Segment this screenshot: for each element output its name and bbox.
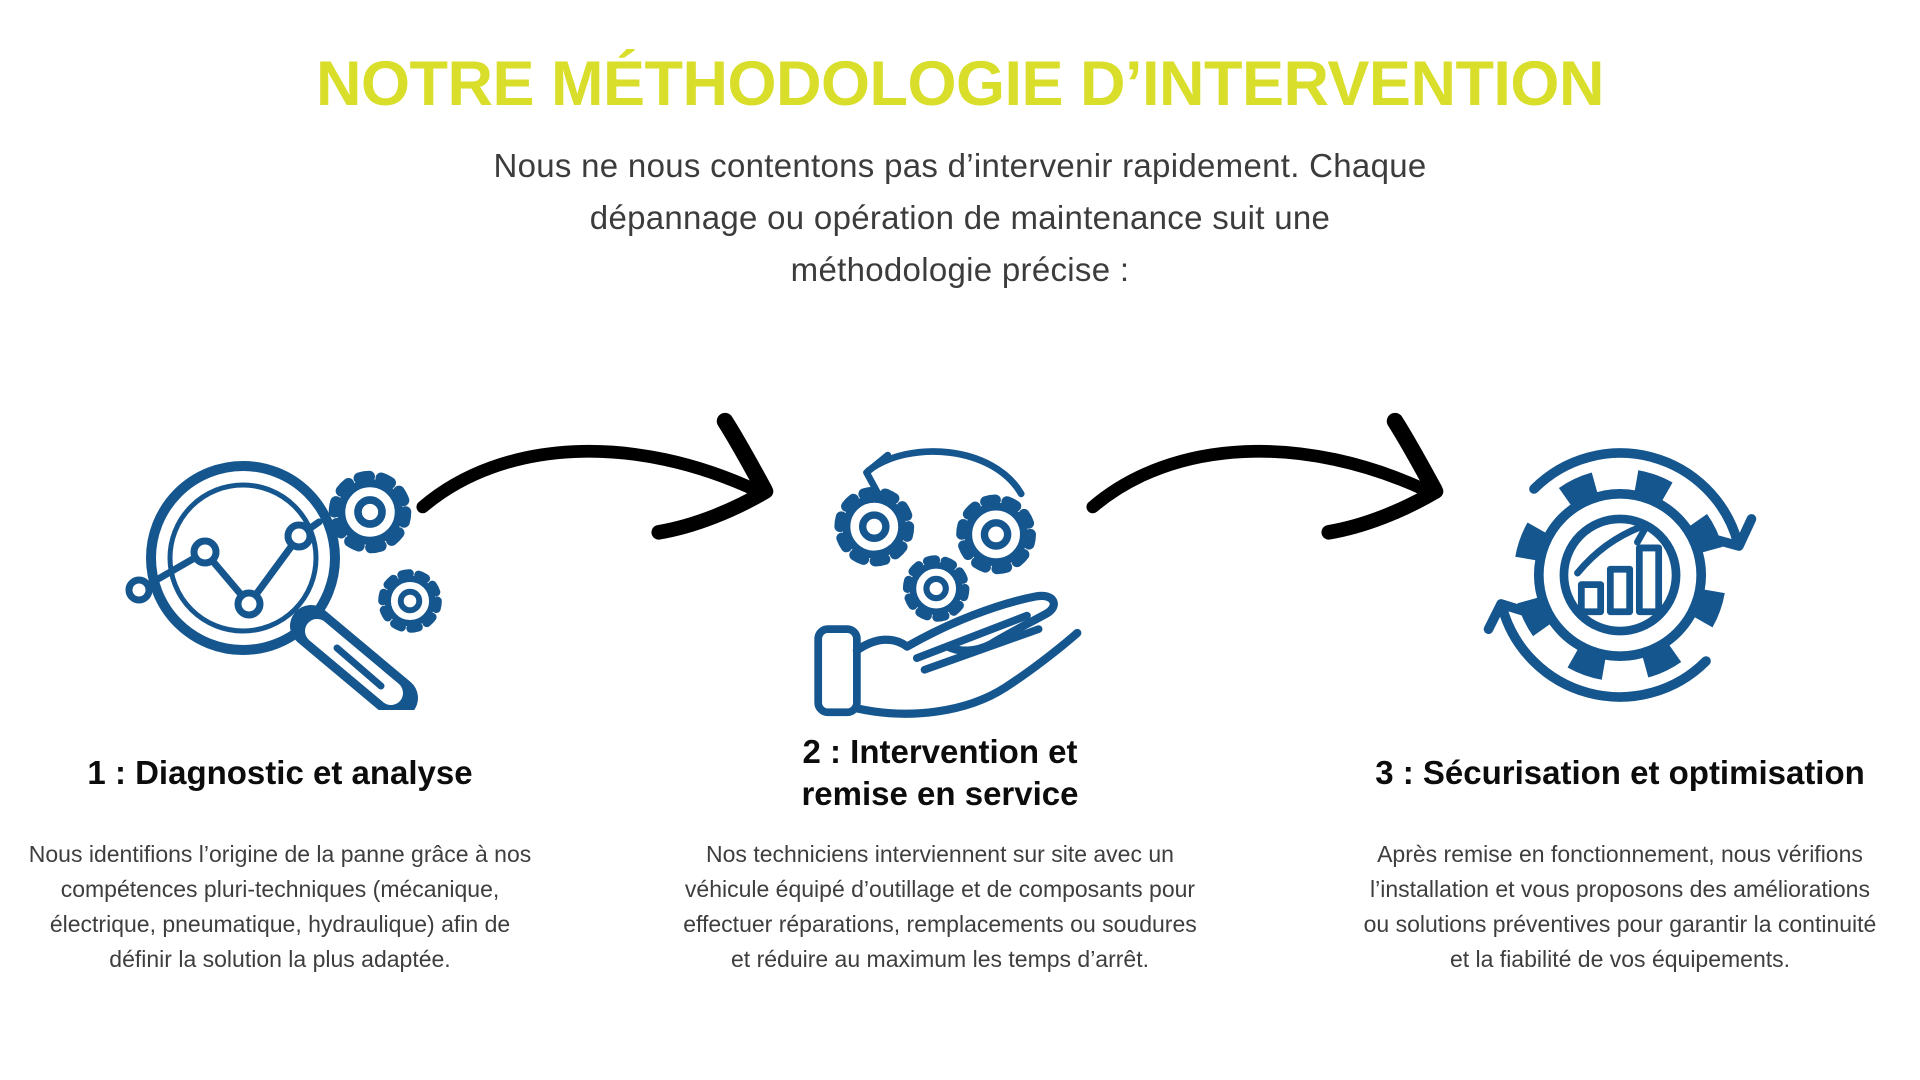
step-description-line: l’installation et vous proposons des améliorations: [1370, 876, 1870, 902]
step-icon-box: [115, 425, 445, 725]
intro-text-line: Nous ne nous contentons pas d’intervenir rapidement. Chaque: [493, 147, 1427, 184]
methodology-steps: [0, 425, 1920, 977]
intro-text: [0, 140, 1920, 296]
magnifier-analytics-icon: [115, 440, 445, 710]
step-securisation: [1320, 425, 1920, 977]
step-title-line: 1 : Diagnostic et analyse: [87, 754, 473, 791]
step-title-line: 3 : Sécurisation et optimisation: [1375, 754, 1865, 791]
step-icon-box: [1475, 425, 1765, 725]
step-description-line: ou solutions préventives pour garantir la continuité: [1363, 911, 1877, 937]
gear-cycle-chart-icon: [1475, 430, 1765, 720]
step-title-line: remise en service: [801, 775, 1079, 812]
step-description-line: électrique, pneumatique, hydraulique) afin de: [49, 911, 511, 937]
step-title: [1375, 725, 1865, 821]
step-description: [29, 837, 532, 977]
page-title: NOTRE MÉTHODOLOGIE D’INTERVENTION: [316, 49, 1604, 119]
intro-text-line: dépannage ou opération de maintenance suit une: [589, 199, 1331, 236]
step-diagnostic: [0, 425, 560, 977]
step-icon-box: [795, 425, 1085, 725]
step-description-line: compétences pluri-techniques (mécanique,: [60, 876, 500, 902]
step-description: [1364, 837, 1877, 977]
step-intervention: [620, 425, 1260, 977]
step-description-line: définir la solution la plus adaptée.: [109, 946, 451, 972]
step-title: [87, 725, 472, 821]
step-description-line: véhicule équipé d’outillage et de composants pour: [684, 876, 1196, 902]
step-description-line: Nos techniciens interviennent sur site avec un: [706, 841, 1174, 867]
step-description-line: Après remise en fonctionnement, nous vérifions: [1377, 841, 1863, 867]
step-description-line: effectuer réparations, remplacements ou soudures: [683, 911, 1197, 937]
step-title: [801, 725, 1078, 821]
intro-text-line: méthodologie précise :: [790, 251, 1130, 288]
step-description-line: et la fiabilité de vos équipements.: [1449, 946, 1791, 972]
step-description-line: et réduire au maximum les temps d’arrêt.: [731, 946, 1149, 972]
step-description: [683, 837, 1197, 977]
step-title-line: 2 : Intervention et: [802, 733, 1078, 770]
step-description-line: Nous identifions l’origine de la panne grâce à nos: [28, 841, 532, 867]
hand-gears-icon: [795, 430, 1085, 720]
